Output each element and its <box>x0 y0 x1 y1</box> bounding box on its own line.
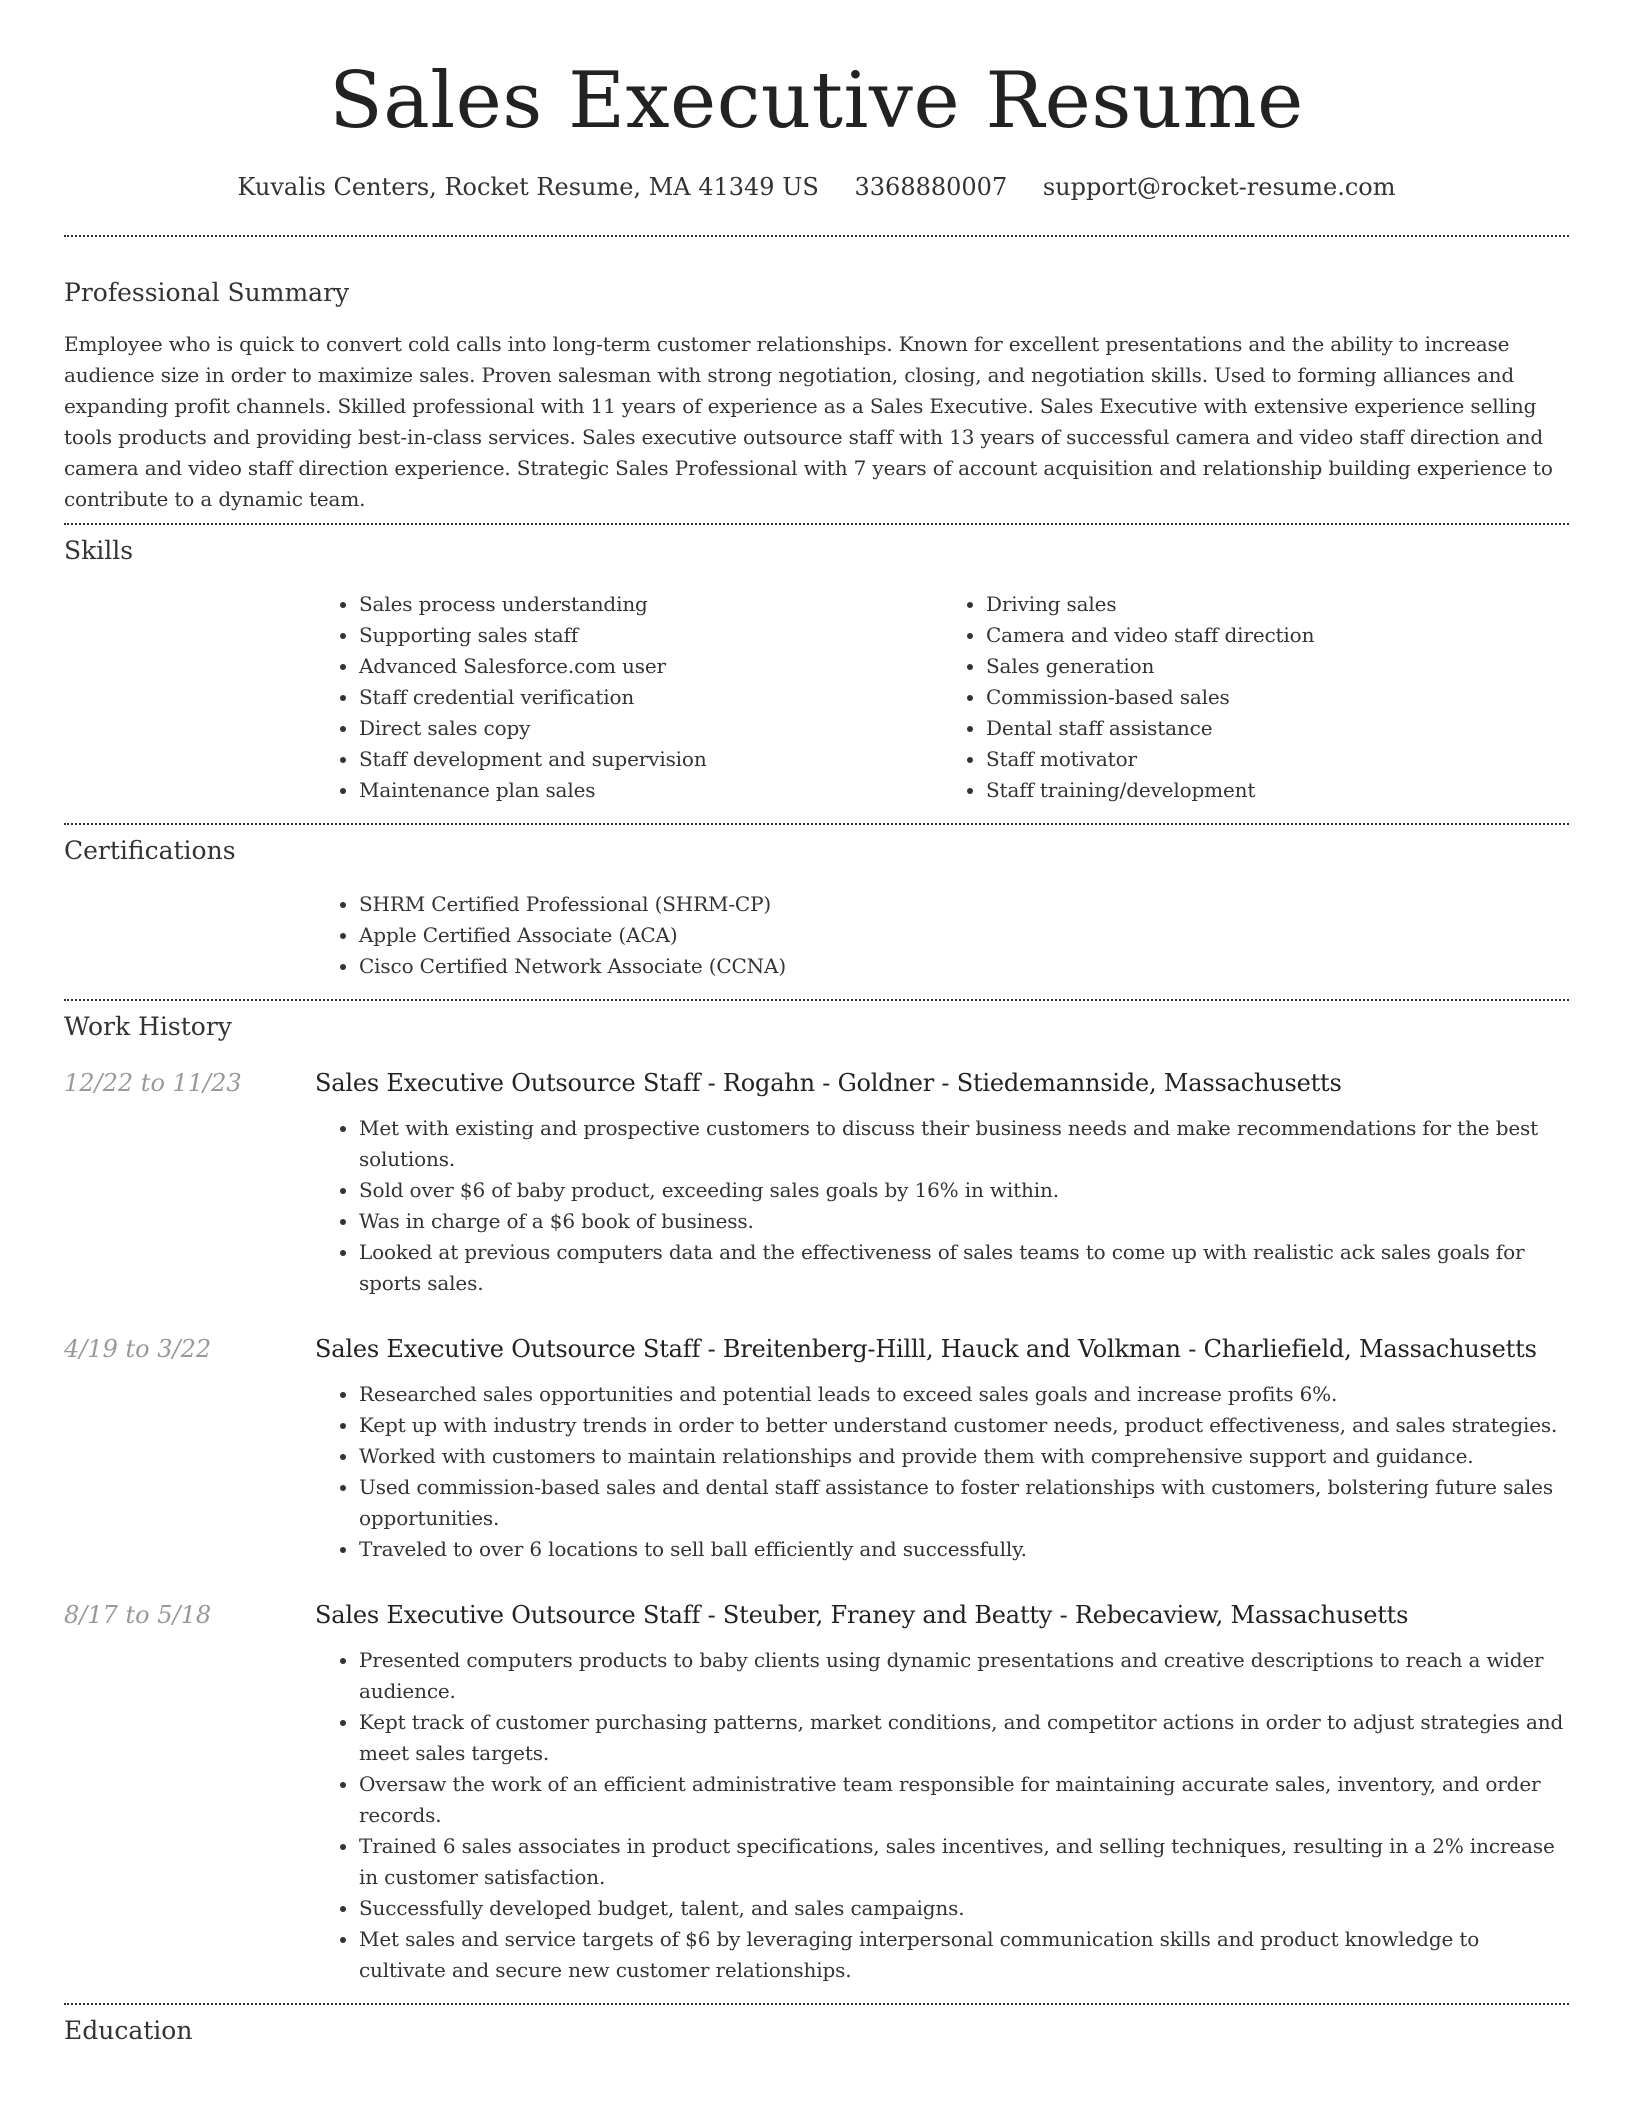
skill-item: • Maintenance plan sales <box>359 775 942 806</box>
contact-email: support@rocket-resume.com <box>1042 173 1396 201</box>
section-divider <box>64 823 1569 825</box>
section-divider <box>64 2003 1569 2005</box>
job-bullet: • Sold over $6 of baby product, exceeding sales goals by 16% in within. <box>359 1175 1569 1206</box>
section-divider <box>64 523 1569 525</box>
job-title: Sales Executive Outsource Staff - Breitenberg-Hilll, Hauck and Volkman - Charliefield, Massachusetts <box>315 1335 1537 1363</box>
job-bullet: • Researched sales opportunities and potential leads to exceed sales goals and increase profits 6%. <box>359 1379 1569 1410</box>
skill-item: • Advanced Salesforce.com user <box>359 651 942 682</box>
skill-item: • Staff credential verification <box>359 682 942 713</box>
job-bullet: • Successfully developed budget, talent, and sales campaigns. <box>359 1893 1569 1924</box>
resume-title: Sales Executive Resume <box>329 56 1304 146</box>
job-bullet: • Oversaw the work of an efficient administrative team responsible for maintaining accurate sales, inventory, and order records. <box>359 1769 1569 1831</box>
job-dates: 4/19 to 3/22 <box>64 1335 212 1363</box>
skill-item: • Direct sales copy <box>359 713 942 744</box>
job-title: Sales Executive Outsource Staff - Steuber, Franey and Beatty - Rebecaview, Massachusetts <box>315 1601 1409 1629</box>
job-dates: 8/17 to 5/18 <box>64 1601 212 1629</box>
education-heading: Education <box>64 2016 193 2045</box>
job-bullet: • Worked with customers to maintain relationships and provide them with comprehensive support and guidance. <box>359 1441 1569 1472</box>
job-bullet: • Trained 6 sales associates in product specifications, sales incentives, and selling techniques, resulting in a 2% increase in customer satisfaction. <box>359 1831 1569 1893</box>
job-entry <box>64 1333 1569 1365</box>
skills-column-right <box>942 589 1569 806</box>
contact-address: Kuvalis Centers, Rocket Resume, MA 41349 US <box>237 173 819 201</box>
job-bullet: • Kept track of customer purchasing patterns, market conditions, and competitor actions in order to adjust strategies and meet sales targets. <box>359 1707 1569 1769</box>
certifications-list <box>315 889 1569 982</box>
skill-item: • Camera and video staff direction <box>986 620 1569 651</box>
summary-heading: Professional Summary <box>64 278 350 307</box>
skill-item: • Staff motivator <box>986 744 1569 775</box>
certification-item: • SHRM Certified Professional (SHRM-CP) <box>359 889 1569 920</box>
job-bullet: • Looked at previous computers data and the effectiveness of sales teams to come up with realistic ack sales goals for sports sales. <box>359 1237 1569 1299</box>
section-divider <box>64 999 1569 1001</box>
skill-item: • Driving sales <box>986 589 1569 620</box>
job-dates: 12/22 to 11/23 <box>64 1069 242 1097</box>
skill-item: • Sales process understanding <box>359 589 942 620</box>
skill-item: • Supporting sales staff <box>359 620 942 651</box>
job-bullets <box>315 1379 1569 1565</box>
job-entry <box>64 1067 1569 1099</box>
job-bullet: • Was in charge of a $6 book of business. <box>359 1206 1569 1237</box>
contact-line <box>64 171 1569 203</box>
skills-heading: Skills <box>64 536 134 565</box>
job-entry <box>64 1599 1569 1631</box>
contact-phone: 3368880007 <box>854 173 1008 201</box>
job-bullet: • Presented computers products to baby clients using dynamic presentations and creative descriptions to reach a wider audience. <box>359 1645 1569 1707</box>
skill-item: • Sales generation <box>986 651 1569 682</box>
skills-list <box>315 589 1569 806</box>
certification-item: • Apple Certified Associate (ACA) <box>359 920 1569 951</box>
section-divider <box>64 235 1569 237</box>
job-bullets <box>315 1113 1569 1299</box>
skill-item: • Staff training/development <box>986 775 1569 806</box>
job-bullet: • Met sales and service targets of $6 by leveraging interpersonal communication skills and product knowledge to cultivate and secure new customer relationships. <box>359 1924 1569 1986</box>
job-bullet: • Met with existing and prospective customers to discuss their business needs and make recommendations for the best solutions. <box>359 1113 1569 1175</box>
certification-item: • Cisco Certified Network Associate (CCNA) <box>359 951 1569 982</box>
job-bullet: • Used commission-based sales and dental staff assistance to foster relationships with customers, bolstering future sales opportunities. <box>359 1472 1569 1534</box>
job-bullets <box>315 1645 1569 1986</box>
job-bullet: • Traveled to over 6 locations to sell ball efficiently and successfully. <box>359 1534 1569 1565</box>
job-title: Sales Executive Outsource Staff - Rogahn - Goldner - Stiedemannside, Massachusetts <box>315 1069 1342 1097</box>
summary-text: Employee who is quick to convert cold calls into long-term customer relationships. Known for excellent presentations and the ability to increase audience size in order to maximize sales. Proven salesman with strong negotiation, closing, and negotiation skills. Used to forming alliances and expanding profit channels. Skilled professional with 11 years of experience as a Sales Executive. Sales Executive with extensive experience selling tools products and providing best-in-class services. Sales executive outsource staff with 13 years of successful camera and video staff direction and camera and video staff direction experience. Strategic Sales Professional with 7 years of account acquisition and relationship building experience to contribute to a dynamic team. <box>64 332 1553 511</box>
work-history-heading: Work History <box>64 1012 232 1041</box>
skill-item: • Commission-based sales <box>986 682 1569 713</box>
resume-page <box>64 0 1569 2047</box>
job-bullet: • Kept up with industry trends in order to better understand customer needs, product effectiveness, and sales strategies. <box>359 1410 1569 1441</box>
certifications-heading: Certifications <box>64 836 236 865</box>
skill-item: • Staff development and supervision <box>359 744 942 775</box>
skills-column-left <box>315 589 942 806</box>
skill-item: • Dental staff assistance <box>986 713 1569 744</box>
